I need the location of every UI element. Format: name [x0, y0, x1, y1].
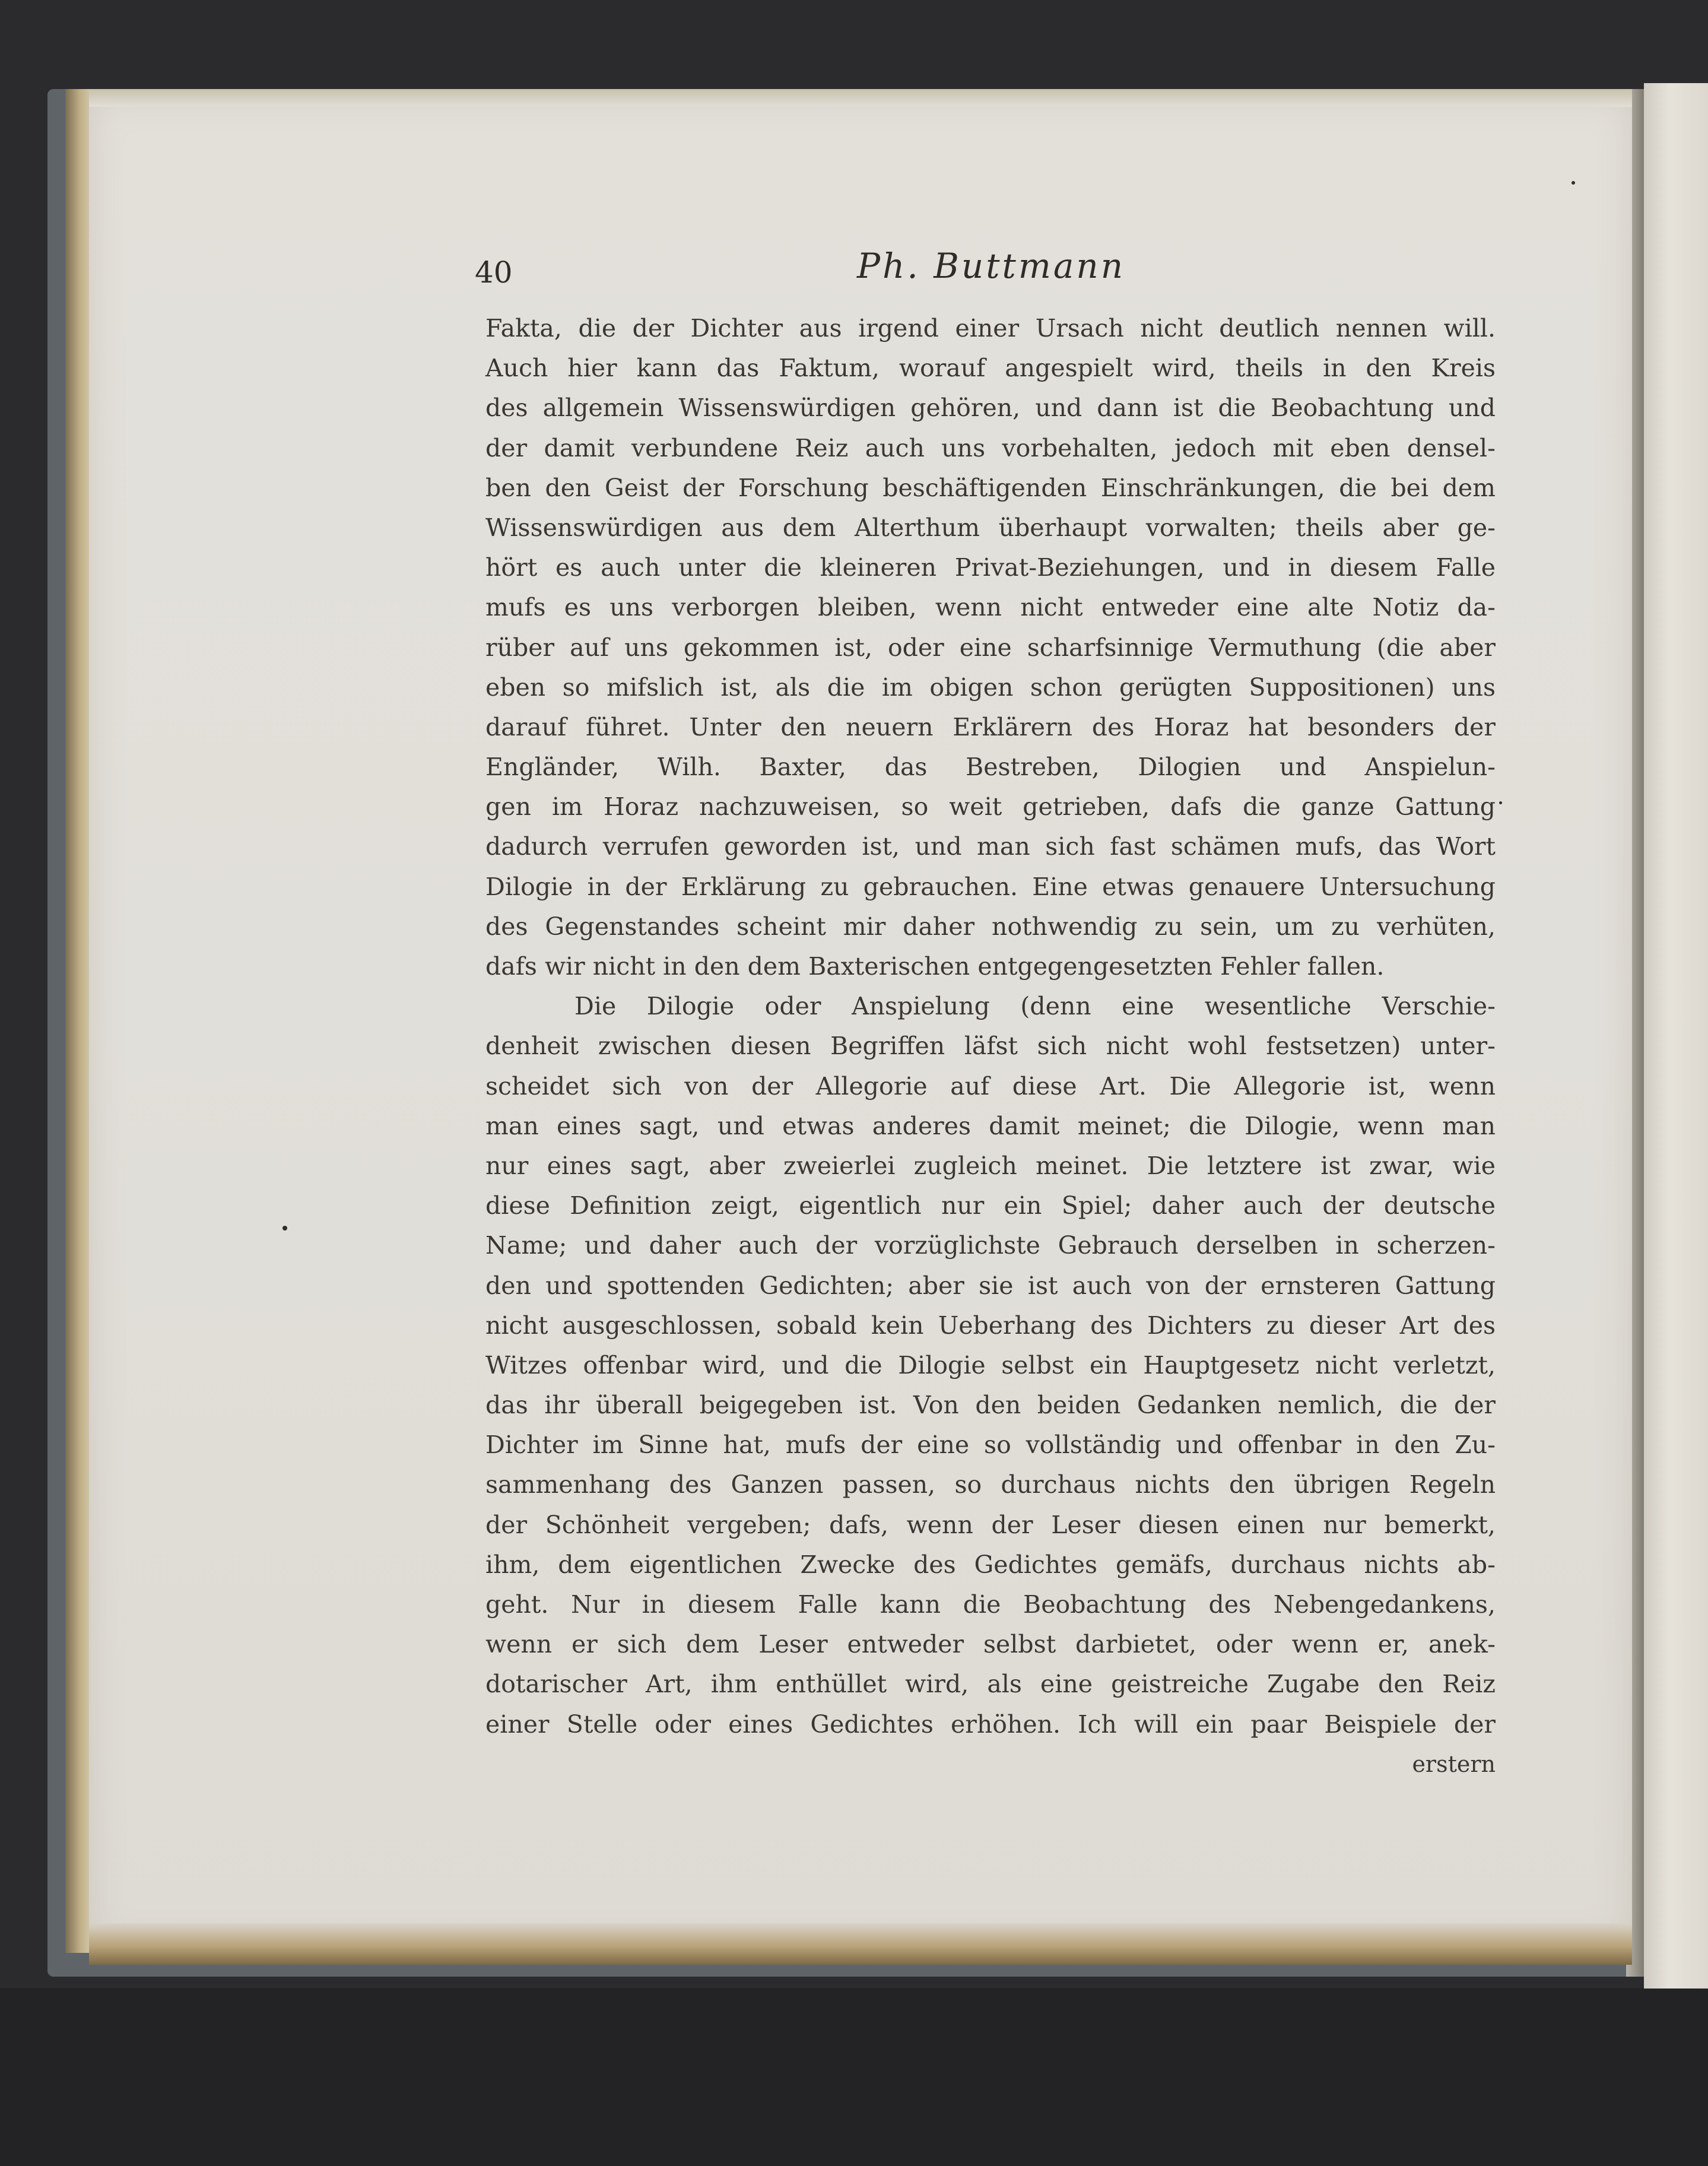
ink-speck [282, 1226, 287, 1231]
text-line: einer Stelle oder eines Gedichtes erhöhen. Ich will ein paar Beispiele der [485, 1710, 1496, 1739]
page-edge-top [89, 89, 1632, 107]
text-line: nur eines sagt, aber zweierlei zugleich meinet. Die letztere ist zwar, wie [485, 1151, 1496, 1180]
text-line: der damit verbundene Reiz auch uns vorbehalten, jedoch mit eben densel- [485, 433, 1496, 462]
text-line: denheit zwischen diesen Begriffen läfst sich nicht wohl festsetzen) unter- [485, 1032, 1496, 1061]
text-line: scheidet sich von der Allegorie auf diese Art. Die Allegorie ist, wenn [485, 1071, 1496, 1101]
text-line: dafs wir nicht in den dem Baxterischen entgegengesetzten Fehler fallen. [485, 952, 1385, 981]
text-line: dotarischer Art, ihm enthüllet wird, als eine geistreiche Zugabe den Reiz [485, 1670, 1496, 1699]
running-head-title: Ph. Buttmann [857, 246, 1126, 286]
text-line: Fakta, die der Dichter aus irgend einer Ursach nicht deutlich nennen will. [485, 314, 1496, 342]
page-number: 40 [475, 255, 513, 290]
text-line: eben so mifslich ist, als die im obigen schon gerügten Suppositionen) uns [485, 673, 1496, 702]
ink-speck [1499, 801, 1502, 804]
text-line: des allgemein Wissenswürdigen gehören, und dann ist die Beobachtung und [485, 394, 1496, 423]
text-line: hört es auch unter die kleineren Privat-Beziehungen, und in diesem Falle [485, 553, 1496, 582]
text-line: gen im Horaz nachzuweisen, so weit getrieben, dafs die ganze Gattung [485, 792, 1496, 822]
body-text [485, 309, 1496, 1784]
catchword: erstern [1412, 1750, 1496, 1777]
text-line: ihm, dem eigentlichen Zwecke des Gedichtes gemäfs, durchaus nichts ab- [485, 1550, 1496, 1579]
text-line: Name; und daher auch der vorzüglichste Gebrauch derselben in scherzen- [485, 1231, 1496, 1260]
text-line: mufs es uns verborgen bleiben, wenn nicht entweder eine alte Notiz da- [485, 593, 1496, 622]
text-line: Dilogie in der Erklärung zu gebrauchen. Eine etwas genauere Untersuchung [485, 872, 1496, 901]
text-line: man eines sagt, und etwas anderes damit meinet; die Dilogie, wenn man [485, 1111, 1496, 1140]
text-line: den und spottenden Gedichten; aber sie ist auch von der ernsteren Gattung [485, 1271, 1496, 1300]
text-line: das ihr überall beigegeben ist. Von den beiden Gedanken nemlich, die der [485, 1391, 1496, 1420]
running-head [475, 242, 1496, 313]
page-edge-bottom [89, 1923, 1632, 1965]
text-line: dadurch verrufen geworden ist, und man sich fast schämen mufs, das Wort [485, 832, 1496, 861]
background-band [0, 1988, 1708, 2166]
facing-page-edge [1644, 83, 1708, 1989]
text-line: diese Definition zeigt, eigentlich nur ein Spiel; daher auch der deutsche [485, 1191, 1496, 1220]
text-line: Dichter im Sinne hat, mufs der eine so vollständig und offenbar in den Zu- [485, 1431, 1496, 1460]
text-line: Witzes offenbar wird, und die Dilogie selbst ein Hauptgesetz nicht verletzt, [485, 1350, 1496, 1379]
text-line: rüber auf uns gekommen ist, oder eine scharfsinnige Vermuthung (die aber [485, 633, 1496, 662]
text-line: Auch hier kann das Faktum, worauf angespielt wird, theils in den Kreis [485, 354, 1496, 383]
text-line: des Gegenstandes scheint mir daher nothwendig zu sein, um zu verhüten, [485, 912, 1496, 941]
text-line: darauf führet. Unter den neuern Erklärern des Horaz hat besonders der [485, 712, 1496, 741]
text-line: Engländer, Wilh. Baxter, das Bestreben, Dilogien und Anspielun- [485, 753, 1496, 782]
ink-speck [1572, 181, 1575, 185]
paragraph-start-line: Die Dilogie oder Anspielung (denn eine wesentliche Verschie- [574, 992, 1496, 1021]
text-line: sammenhang des Ganzen passen, so durchaus nichts den übrigen Regeln [485, 1470, 1496, 1499]
text-line: ben den Geist der Forschung beschäftigenden Einschränkungen, die bei dem [485, 473, 1496, 502]
text-line: Wissenswürdigen aus dem Alterthum überhaupt vorwalten; theils aber ge- [485, 513, 1496, 542]
text-line: geht. Nur in diesem Falle kann die Beobachtung des Nebengedankens, [485, 1590, 1496, 1619]
text-line: wenn er sich dem Leser entweder selbst darbietet, oder wenn er, anek- [485, 1630, 1496, 1659]
text-line: der Schönheit vergeben; dafs, wenn der Leser diesen einen nur bemerkt, [485, 1510, 1496, 1539]
text-line: nicht ausgeschlossen, sobald kein Ueberhang des Dichters zu dieser Art des [485, 1311, 1496, 1340]
